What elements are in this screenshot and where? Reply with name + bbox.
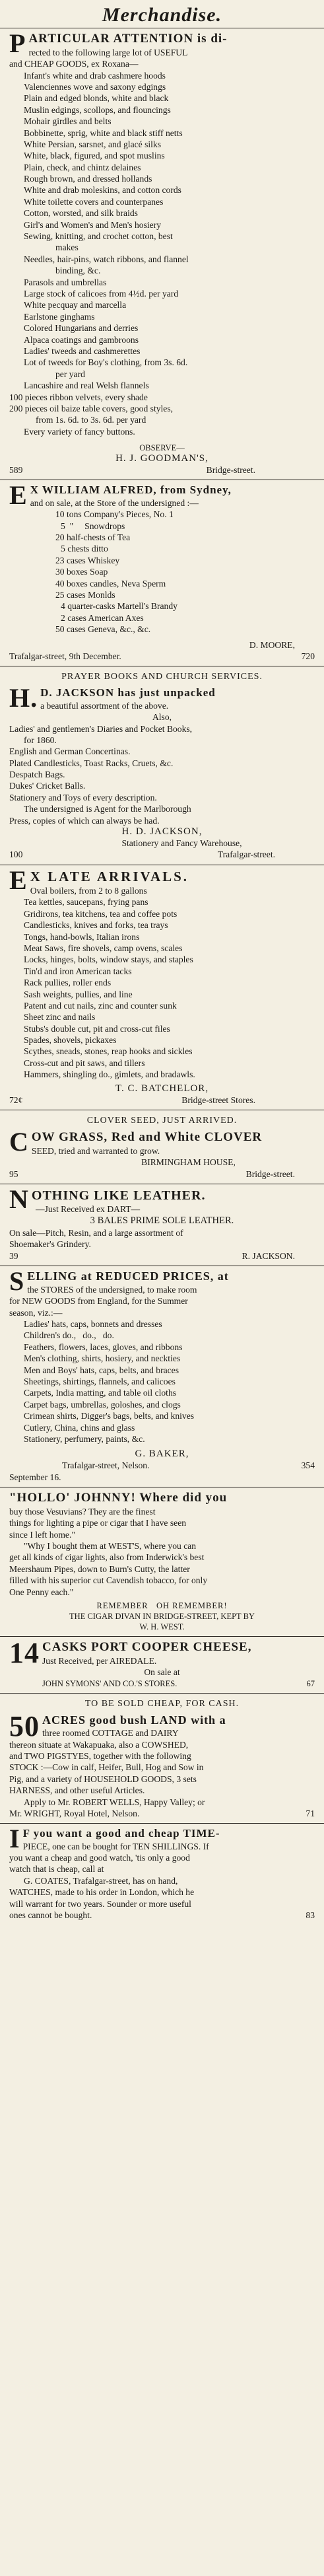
list-item: Spades, shovels, pickaxes bbox=[24, 1035, 117, 1046]
ad-heading-text: OTHING LIKE LEATHER. bbox=[31, 1188, 206, 1203]
list-item: Ladies' tweeds and cashmerettes bbox=[24, 345, 141, 356]
list-item: Infant's white and drab cashmere hoods bbox=[24, 70, 166, 81]
ad-heading-text: ARTICULAR ATTENTION is di- bbox=[28, 32, 228, 46]
list-item: 30 boxes Soap bbox=[55, 567, 108, 577]
ad-number: 589 bbox=[9, 465, 23, 476]
list-item: Tongs, hand-bowls, Italian irons bbox=[24, 931, 140, 942]
ad-line: for 1860. bbox=[24, 734, 57, 745]
ad-line: filled with his superior cut Cavendish tobacco, for only bbox=[9, 1575, 208, 1586]
list-item: Girl's and Women's and Men's hosiery bbox=[24, 219, 161, 230]
list-item: Earlstone ginghams bbox=[24, 311, 95, 322]
ad-timepiece bbox=[0, 1823, 324, 1925]
ad-heading-text: D. JACKSON has just unpacked bbox=[40, 686, 216, 699]
list-item: binding, &c. bbox=[55, 266, 101, 276]
list-item: 100 pieces ribbon velvets, every shade bbox=[9, 392, 148, 402]
list-item: Colored Hungarians and derries bbox=[24, 323, 139, 334]
ad-nothing-like-leather bbox=[0, 1184, 324, 1266]
list-item: 5 " Snowdrops bbox=[61, 520, 125, 531]
section-masthead: Merchandise. bbox=[102, 4, 222, 26]
ad-heading-text: OW GRASS, Red and White CLOVER bbox=[31, 1130, 263, 1145]
list-item: 5 chests ditto bbox=[61, 544, 108, 554]
ad-address: Trafalgar-street. bbox=[217, 849, 275, 860]
ad-heading-text: CASKS PORT COOPER CHEESE, bbox=[42, 1639, 252, 1654]
list-item: Meat Saws, fire shovels, camp ovens, scales bbox=[24, 943, 183, 953]
ad-line: The undersigned is Agent for the Marlborough bbox=[24, 804, 191, 814]
ad-address: Bridge-street. bbox=[206, 465, 255, 476]
ad-subsignature: Stationery and Fancy Warehouse, bbox=[121, 838, 242, 849]
ad-line: Despatch Bags. bbox=[9, 769, 65, 780]
ad-signature: H. J. GOODMAN'S, bbox=[115, 453, 209, 464]
list-item: Gridirons, tea kitchens, tea and coffee pots bbox=[24, 908, 178, 919]
list-item: Sash weights, pullies, and line bbox=[24, 989, 133, 999]
ad-line: Ladies' and gentlemen's Diaries and Pocket Books, bbox=[9, 723, 193, 734]
ad-line: Mr. WRIGHT, Royal Hotel, Nelson. bbox=[9, 1808, 140, 1818]
ad-line: 3 BALES PRIME SOLE LEATHER. bbox=[90, 1215, 234, 1227]
ad-line: will warrant for two years. Sounder or more useful bbox=[9, 1898, 191, 1909]
ad-line: SEED, tried and warranted to grow. bbox=[31, 1145, 160, 1156]
ad-signature: G. BAKER, bbox=[135, 1449, 189, 1460]
ad-bush-land bbox=[0, 1712, 324, 1824]
drop-initial: S bbox=[9, 1266, 25, 1297]
ad-line: thereon situate at Wakapuaka, also a COWSHED, bbox=[9, 1739, 189, 1750]
ad-footer-row bbox=[9, 849, 315, 860]
ad-address: Trafalgar-street, Nelson. bbox=[62, 1460, 150, 1471]
ad-footer-row bbox=[9, 1250, 315, 1262]
list-item: 25 cases Monlds bbox=[55, 589, 115, 600]
ad-line: —Just Received ex DART— bbox=[36, 1203, 141, 1214]
list-item: Rough brown, and dressed hollands bbox=[24, 174, 152, 184]
list-item: Stubs's double cut, pit and cross-cut files bbox=[24, 1023, 170, 1034]
ad-line: get all kinds of cigar lights, also from Inderwick's best bbox=[9, 1552, 205, 1563]
drop-initial: 14 bbox=[9, 1636, 40, 1669]
list-item: Bobbinette, sprig, white and black stiff netts bbox=[24, 127, 183, 138]
list-item: 50 cases Geneva, &c., &c. bbox=[55, 624, 151, 635]
ad-footer-row bbox=[9, 651, 315, 662]
ad-number: 67 bbox=[306, 1678, 315, 1688]
ad-footer-row bbox=[9, 1678, 315, 1689]
list-item: 20 half-chests of Tea bbox=[55, 532, 131, 543]
ad-remember: REMEMBER OH REMEMBER! bbox=[96, 1600, 228, 1610]
ad-heading-text: "HOLLO' JOHNNY! Where did you bbox=[9, 1491, 228, 1505]
ad-line: STOCK :—Cow in calf, Heifer, Bull, Hog and Sow in bbox=[9, 1762, 204, 1773]
list-item: Locks, hinges, bolts, window stays, and staples bbox=[24, 954, 193, 965]
ad-line: "Why I bought them at WEST'S, where you can bbox=[24, 1541, 197, 1552]
observe-note: OBSERVE— bbox=[139, 443, 185, 453]
ad-line: a beautiful assortment of the above. bbox=[40, 700, 169, 711]
list-item: Sheet zinc and nails bbox=[24, 1012, 96, 1022]
ad-line: G. COATES, Trafalgar-street, has on hand, bbox=[24, 1875, 178, 1886]
ad-line: ones cannot be bought. bbox=[9, 1910, 92, 1921]
ad-line: On sale at bbox=[144, 1667, 180, 1678]
ad-heading-text: X LATE ARRIVALS. bbox=[30, 868, 189, 884]
drop-initial: 50 bbox=[9, 1711, 40, 1742]
list-item: Lot of tweeds for Boy's clothing, from 3s. 6d. bbox=[24, 357, 188, 368]
ad-number: 39 bbox=[9, 1250, 18, 1261]
ad-line: Plated Candlesticks, Toast Racks, Cruets, &c. bbox=[9, 758, 174, 768]
ad-footer-row bbox=[9, 1094, 315, 1106]
ad-line: the STORES of the undersigned, to make room bbox=[27, 1284, 197, 1295]
ad-line: On sale—Pitch, Resin, and a large assortment of bbox=[9, 1228, 183, 1238]
ad-number: 100 bbox=[9, 849, 23, 860]
ad-port-cooper-cheese bbox=[0, 1636, 324, 1693]
ad-line: for NEW GOODS from England, for the Summer bbox=[9, 1296, 188, 1306]
ad-line: Dukes' Cricket Balls. bbox=[9, 781, 86, 791]
ad-signature: T. C. BATCHELOR, bbox=[115, 1083, 209, 1094]
list-item: Lancashire and real Welsh flannels bbox=[24, 380, 149, 391]
list-item: 200 pieces oil baize table covers, good styles, bbox=[9, 403, 174, 413]
list-item: Muslin edgings, scollops, and flouncings bbox=[24, 104, 171, 115]
list-item: Every variety of fancy buttons. bbox=[24, 426, 135, 437]
list-item: Plain and edged blonds, white and black bbox=[24, 93, 169, 104]
list-item: from 1s. 6d. to 3s. 6d. per yard bbox=[36, 415, 146, 425]
ad-line: Also, bbox=[152, 712, 172, 723]
ad-footer-text: Trafalgar-street, 9th December. bbox=[9, 651, 121, 661]
ad-number: 95 bbox=[9, 1168, 18, 1179]
ad-line: Meershaum Pipes, down to Burn's Cutty, the latter bbox=[9, 1563, 190, 1574]
ad-line: Stationery and Toys of every description. bbox=[9, 792, 157, 803]
ad-h-d-jackson bbox=[0, 685, 324, 864]
ad-heading-text: ELLING at REDUCED PRICES, at bbox=[27, 1270, 229, 1283]
ad-ex-william-alfred bbox=[0, 480, 324, 666]
ad-heading-text: F you want a good and cheap TIME- bbox=[22, 1827, 220, 1840]
ad-line: WATCHES, made to his order in London, which he bbox=[9, 1887, 195, 1898]
list-item: Crimean shirts, Digger's bags, belts, and knives bbox=[24, 1411, 195, 1421]
ad-line: Pig, and a variety of HOUSEHOLD GOODS, 3 sets bbox=[9, 1773, 197, 1784]
drop-initial: P bbox=[9, 28, 26, 58]
ad-number: 72¢ bbox=[9, 1094, 23, 1105]
ad-section-title: TO BE SOLD CHEAP, FOR CASH. bbox=[0, 1693, 324, 1712]
list-item: Valenciennes wove and saxony edgings bbox=[24, 81, 166, 92]
list-item: Ladies' hats, caps, bonnets and dresses bbox=[24, 1318, 162, 1329]
ad-number: 720 bbox=[301, 651, 315, 661]
ad-clover-seed bbox=[0, 1129, 324, 1184]
ad-signature: D. MOORE, bbox=[249, 639, 295, 650]
list-item: Sheetings, shirtings, flannels, and calicoes bbox=[24, 1376, 176, 1386]
ad-hollo-johnny bbox=[0, 1487, 324, 1636]
list-item: Patent and cut nails, zinc and counter sunk bbox=[24, 1000, 177, 1011]
list-item: Candlesticks, knives and forks, tea trays bbox=[24, 920, 168, 931]
list-item: Rack pullies, roller ends bbox=[24, 978, 112, 988]
list-item: Scythes, sneads, stones, reap hooks and sickles bbox=[24, 1046, 193, 1057]
ad-line: and on sale, at the Store of the undersigned :— bbox=[30, 497, 199, 508]
list-item: White, black, figured, and spot muslins bbox=[24, 151, 165, 161]
ad-footer-row bbox=[9, 1910, 315, 1921]
ad-number: 71 bbox=[306, 1808, 315, 1818]
list-item: Needles, hair-pins, watch ribbons, and flannel bbox=[24, 254, 189, 264]
list-item: Children's do., do., do. bbox=[24, 1330, 114, 1341]
list-item: 2 cases American Axes bbox=[61, 612, 144, 623]
ad-line: watch that is cheap, call at bbox=[9, 1864, 104, 1875]
ad-line: English and German Concertinas. bbox=[9, 746, 131, 757]
ad-line: you want a cheap and good watch, 'tis only a good bbox=[9, 1853, 190, 1863]
list-item: Plain, check, and chintz delaines bbox=[24, 162, 141, 172]
list-item: 40 boxes candles, Neva Sperm bbox=[55, 578, 166, 589]
ad-ex-late-arrivals bbox=[0, 865, 324, 1110]
ad-signature: H. D. JACKSON, bbox=[121, 826, 203, 838]
list-item: Cross-cut and pit saws, and tillers bbox=[24, 1057, 145, 1068]
drop-initial: E bbox=[9, 865, 28, 895]
ad-section-title: PRAYER BOOKS AND CHURCH SERVICES. bbox=[0, 666, 324, 685]
ad-heading-text: X WILLIAM ALFRED, from Sydney, bbox=[30, 483, 232, 497]
list-item: Hammers, shingling do., gimlets, and bradawls. bbox=[24, 1069, 195, 1080]
ad-section-title: CLOVER SEED, JUST ARRIVED. bbox=[0, 1110, 324, 1129]
list-item: Cotton, worsted, and silk braids bbox=[24, 208, 138, 219]
list-item: White pecquay and marcella bbox=[24, 300, 127, 310]
list-item: Men's clothing, shirts, hosiery, and neckties bbox=[24, 1353, 181, 1364]
list-item: makes bbox=[55, 242, 79, 253]
list-item: Alpaca coatings and gambroons bbox=[24, 334, 139, 345]
list-item: Cutlery, China, chins and glass bbox=[24, 1422, 135, 1433]
list-item: 23 cases Whiskey bbox=[55, 555, 120, 565]
ad-selling-reduced-prices bbox=[0, 1266, 324, 1487]
list-item: Sewing, knitting, and crochet cotton, best bbox=[24, 231, 173, 242]
ad-footer-row bbox=[9, 464, 315, 476]
list-item: Feathers, flowers, laces, gloves, and ribbons bbox=[24, 1342, 183, 1352]
ad-line: PIECE, one can be bought for TEN SHILLINGS. If bbox=[22, 1841, 209, 1851]
ad-address: Bridge-street. bbox=[245, 1168, 295, 1179]
ad-line: Shoemaker's Grindery. bbox=[9, 1239, 91, 1250]
ad-footer-row bbox=[9, 1168, 315, 1180]
drop-initial: N bbox=[9, 1184, 29, 1214]
list-item: Men and Boys' hats, caps, belts, and braces bbox=[24, 1365, 179, 1375]
list-item: Tin'd and iron American tacks bbox=[24, 966, 132, 976]
ad-line: things for lighting a pipe or cigar that I have seen bbox=[9, 1518, 187, 1528]
drop-initial: H. bbox=[9, 685, 38, 713]
ad-date: September 16. bbox=[9, 1472, 61, 1482]
ad-proprietor: W. H. WEST. bbox=[139, 1622, 185, 1631]
ad-signature: BIRMINGHAM HOUSE, bbox=[141, 1157, 236, 1168]
ad-line: rected to the following large lot of USEFUL bbox=[28, 47, 188, 57]
list-item: 4 quarter-casks Martell's Brandy bbox=[61, 601, 178, 612]
list-item: Oval boilers, from 2 to 8 gallons bbox=[30, 885, 147, 896]
ad-line: One Penny each." bbox=[9, 1587, 74, 1597]
list-item: Carpet bags, umbrellas, goloshes, and clogs bbox=[24, 1399, 181, 1410]
ad-line: Press, copies of which can always be had. bbox=[9, 815, 160, 826]
ad-address: Bridge-street Stores. bbox=[181, 1094, 255, 1105]
list-item: Carpets, India matting, and table oil cloths bbox=[24, 1388, 177, 1398]
ad-line: three roomed COTTAGE and DAIRY bbox=[42, 1728, 179, 1738]
list-item: Large stock of calicoes from 4½d. per yard bbox=[24, 289, 179, 299]
ad-line: Apply to Mr. ROBERT WELLS, Happy Valley; or bbox=[24, 1797, 205, 1807]
ad-line: and TWO PIGSTYES, together with the following bbox=[9, 1750, 191, 1761]
list-item: Mohair girdles and belts bbox=[24, 116, 112, 127]
ad-footer-row bbox=[9, 1808, 315, 1819]
list-item: 10 tons Company's Pieces, No. 1 bbox=[55, 509, 174, 520]
ad-footer-text: JOHN SYMONS' AND CO.'S STORES. bbox=[42, 1678, 178, 1688]
drop-initial: E bbox=[9, 480, 28, 511]
ad-footer-text: THE CIGAR DIVAN IN BRIDGE-STREET, KEPT BY bbox=[69, 1611, 255, 1621]
ad-line: since I left home." bbox=[9, 1529, 75, 1540]
list-item: Stationery, perfumery, paints, &c. bbox=[24, 1433, 145, 1444]
drop-initial: C bbox=[9, 1129, 29, 1157]
ad-heading-text: ACRES good bush LAND with a bbox=[42, 1713, 226, 1727]
ad-number: 354 bbox=[301, 1460, 315, 1471]
list-item: White toilette covers and counterpanes bbox=[24, 196, 164, 207]
ad-line: and CHEAP GOODS, ex Roxana— bbox=[9, 59, 139, 69]
ad-signature: R. JACKSON. bbox=[242, 1250, 295, 1261]
list-item: Parasols and umbrellas bbox=[24, 277, 107, 287]
list-item: Tea kettles, saucepans, frying pans bbox=[24, 897, 148, 908]
ad-line: HARNESS, and other useful Articles. bbox=[9, 1785, 145, 1796]
list-item: White and drab moleskins, and cotton cords bbox=[24, 185, 181, 196]
list-item: per yard bbox=[55, 369, 85, 379]
list-item: White Persian, sarsnet, and glacé silks bbox=[24, 139, 162, 149]
ad-particular-attention bbox=[0, 28, 324, 480]
ad-line: buy those Vesuvians? They are the finest bbox=[9, 1506, 156, 1517]
drop-initial: I bbox=[9, 1824, 20, 1854]
ad-footer-row bbox=[9, 1460, 315, 1471]
ad-line: season, viz.:— bbox=[9, 1307, 63, 1318]
ad-number: 83 bbox=[306, 1910, 315, 1921]
ad-line: Just Received, per AIREDALE. bbox=[42, 1655, 157, 1666]
